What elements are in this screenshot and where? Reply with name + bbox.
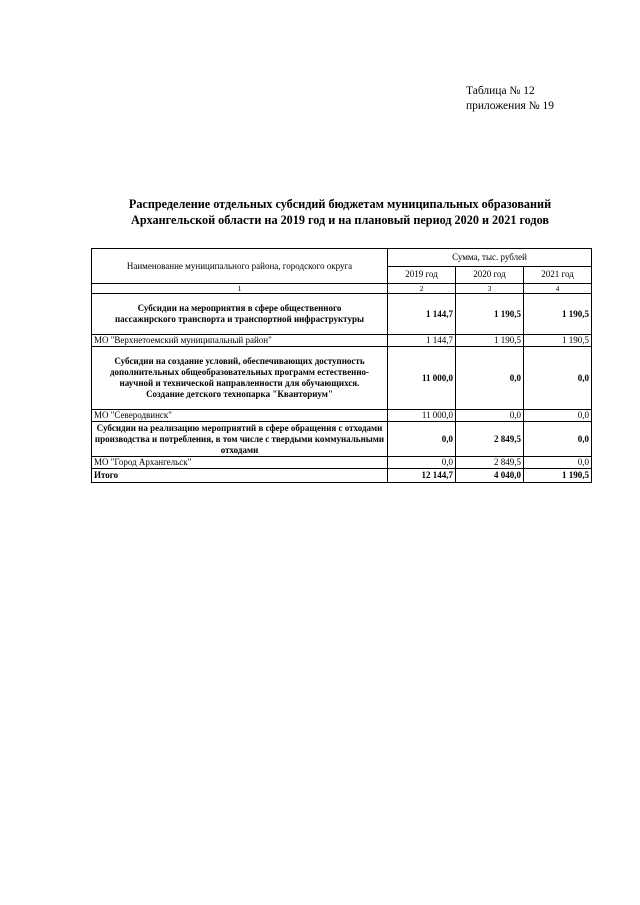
document-title bbox=[90, 196, 590, 228]
header-row bbox=[92, 249, 592, 267]
table-row-subsidy-kvantorium bbox=[92, 347, 592, 410]
value-2021: 1 190,5 bbox=[524, 469, 592, 483]
table-row-subsidy-transport bbox=[92, 294, 592, 335]
value-2019: 11 000,0 bbox=[388, 410, 456, 422]
column-header-name: Наименование муниципального района, городского округа bbox=[92, 249, 388, 284]
table-row-verkhnetoemsky bbox=[92, 335, 592, 347]
value-2020: 1 190,5 bbox=[456, 294, 524, 335]
value-2020: 4 040,0 bbox=[456, 469, 524, 483]
table-row-severodvinsk bbox=[92, 410, 592, 422]
value-2021: 0,0 bbox=[524, 410, 592, 422]
row-name: МО "Верхнетоемский муниципальный район" bbox=[92, 335, 388, 347]
appendix-number: приложения № 19 bbox=[466, 100, 554, 112]
column-number: 2 bbox=[388, 284, 456, 294]
value-2020: 2 849,5 bbox=[456, 422, 524, 457]
value-2019: 0,0 bbox=[388, 457, 456, 469]
table-row-total bbox=[92, 469, 592, 483]
column-number: 3 bbox=[456, 284, 524, 294]
column-number: 1 bbox=[92, 284, 388, 294]
title-line-1: Распределение отдельных субсидий бюджетам муниципальных образований bbox=[128, 197, 552, 211]
value-2019: 12 144,7 bbox=[388, 469, 456, 483]
title-line-2: Архангельской области на 2019 год и на плановый период 2020 и 2021 годов bbox=[131, 213, 549, 227]
value-2019: 11 000,0 bbox=[388, 347, 456, 410]
value-2021: 0,0 bbox=[524, 457, 592, 469]
table-number: Таблица № 12 bbox=[466, 85, 535, 97]
table-row-subsidy-waste bbox=[92, 422, 592, 457]
value-2019: 1 144,7 bbox=[388, 335, 456, 347]
column-header-2019: 2019 год bbox=[388, 266, 456, 284]
value-2020: 0,0 bbox=[456, 410, 524, 422]
column-number: 4 bbox=[524, 284, 592, 294]
row-name: Субсидии на мероприятия в сфере общественного пассажирского транспорта и транспортной инфраструктуры bbox=[92, 294, 388, 335]
value-2021: 1 190,5 bbox=[524, 294, 592, 335]
value-2020: 2 849,5 bbox=[456, 457, 524, 469]
value-2019: 0,0 bbox=[388, 422, 456, 457]
column-header-2020: 2020 год bbox=[456, 266, 524, 284]
row-name: Субсидии на реализацию мероприятий в сфере обращения с отходами производства и потребления, в том числе с твердыми коммунальными отходами bbox=[92, 422, 388, 457]
row-name: Субсидии на создание условий, обеспечивающих доступность дополнительных общеобразовательных программ естественно-научной и технической направленности для обучающихся. Создание детского технопарка "Кванториум" bbox=[92, 347, 388, 410]
row-name: МО "Город Архангельск" bbox=[92, 457, 388, 469]
table-row-arkhangelsk bbox=[92, 457, 592, 469]
table-reference bbox=[466, 84, 554, 114]
value-2020: 0,0 bbox=[456, 347, 524, 410]
value-2021: 0,0 bbox=[524, 422, 592, 457]
column-header-2021: 2021 год bbox=[524, 266, 592, 284]
row-name: МО "Северодвинск" bbox=[92, 410, 388, 422]
row-name: Итого bbox=[92, 469, 388, 483]
value-2021: 0,0 bbox=[524, 347, 592, 410]
value-2019: 1 144,7 bbox=[388, 294, 456, 335]
column-header-sum: Сумма, тыс. рублей bbox=[388, 249, 592, 267]
value-2020: 1 190,5 bbox=[456, 335, 524, 347]
column-number-row bbox=[92, 284, 592, 294]
subsidy-table bbox=[91, 248, 592, 483]
value-2021: 1 190,5 bbox=[524, 335, 592, 347]
